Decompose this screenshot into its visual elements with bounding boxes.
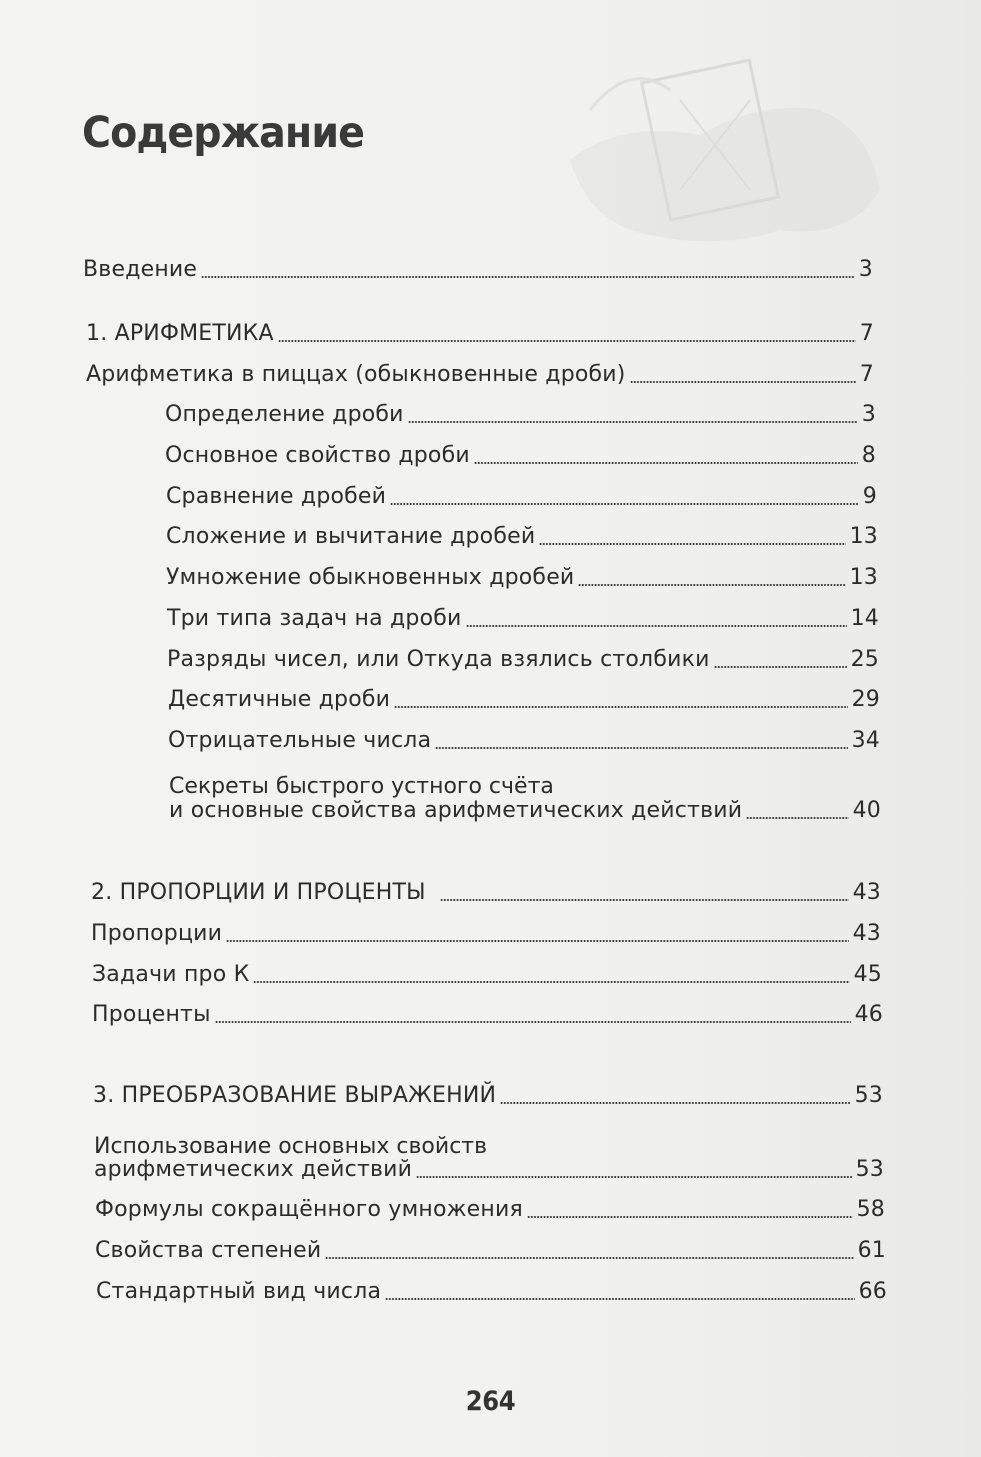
dot-leader [466,625,847,627]
toc-subentry [166,564,878,592]
toc-entry-title: Определение дроби [165,402,404,427]
dot-leader [440,899,849,901]
toc-entry-page: 66 [858,1279,887,1304]
toc-entry-title: Три типа задач на дроби [167,606,462,631]
dot-leader [714,666,847,668]
toc-entry-page: 58 [856,1197,885,1222]
toc-entry-title: арифметических действий [94,1157,413,1182]
dot-leader [390,503,859,505]
dot-leader [201,276,855,278]
dot-leader [253,981,849,983]
toc-entry-title: Формулы сокращённого умножения [95,1197,523,1222]
toc-entry-title: Основное свойство дроби [165,443,470,468]
toc-entry-page: 43 [852,921,881,946]
toc-entry [95,1237,886,1265]
toc-entry-title: Умножение обыкновенных дробей [166,565,575,590]
toc-entry-line1: Использование основных свойств [94,1134,488,1159]
toc-entry-title: Арифметика в пиццах (обыкновенные дроби) [86,362,626,387]
toc-entry-title: 3. ПРЕОБРАЗОВАНИЕ ВЫРАЖЕНИЙ [93,1083,497,1108]
toc-subentry [168,727,880,755]
dot-leader [226,940,848,942]
toc-entry-page: 13 [849,524,878,549]
toc-entry-page: 46 [854,1002,883,1027]
page-title: Содержание [82,108,365,158]
toc-entry-page: 53 [855,1157,884,1182]
toc-entry-page: 14 [850,606,879,631]
toc-entry-page: 45 [853,962,882,987]
toc-subentry [167,646,879,674]
toc-subentry [165,401,876,429]
dot-leader [215,1021,851,1023]
toc-subentry-line1: Секреты быстрого устного счёта [169,774,554,799]
toc-entry-title: Введение [83,257,198,282]
dot-leader [500,1102,850,1104]
toc-subentry [167,605,879,633]
dot-leader [527,1216,853,1218]
toc-entry-page: 53 [854,1083,883,1108]
toc-entry [95,1196,885,1224]
toc-entry-page: 9 [862,484,877,509]
toc-entry-title: Сложение и вычитание дробей [166,524,536,549]
dot-leader [385,1298,854,1300]
dot-leader [539,543,845,545]
dot-leader [408,421,858,423]
toc-section-arithmetic [86,320,874,348]
dot-leader [416,1176,851,1178]
toc-entry-title: Десятичные дроби [168,687,391,712]
toc-entry-title: и основные свойства арифметических действий [169,798,743,823]
toc-entry [91,920,881,948]
toc-entry-intro [83,256,873,284]
toc-entry-page: 40 [852,798,881,823]
toc-entry-page: 3 [858,257,873,282]
dot-leader [474,462,858,464]
toc-entry-page: 29 [851,687,880,712]
dot-leader [746,817,848,819]
toc-entry-page: 7 [859,362,874,387]
toc-entry [92,1001,883,1029]
toc-entry-page: 3 [861,402,876,427]
page-number: 264 [465,1386,516,1417]
toc-subentry [168,686,880,714]
dot-leader [630,381,856,383]
toc-entry-page: 61 [857,1238,886,1263]
toc-entry [86,361,874,389]
toc-entry-title: Пропорции [91,921,223,946]
dot-leader [578,584,845,586]
dot-leader [325,1257,853,1259]
toc-entry [92,961,882,989]
toc-entry-title: Стандартный вид числа [96,1279,382,1304]
dot-leader [435,747,847,749]
toc-entry-title: 2. ПРОПОРЦИИ И ПРОЦЕНТЫ [91,880,426,905]
toc-entry-title: Сравнение дробей [166,484,387,509]
toc-entry-page: 25 [850,647,879,672]
toc-subentry [165,442,876,470]
toc-entry-title: Отрицательные числа [168,728,432,753]
toc-entry-page: 34 [851,728,880,753]
toc-entry [94,1156,884,1184]
toc-subentry [166,523,878,551]
toc-entry-page: 13 [849,565,878,590]
toc-entry-page: 43 [852,880,881,905]
toc-entry-page: 7 [859,321,874,346]
toc-entry-title: Свойства степеней [95,1238,322,1263]
toc-section-proportions [91,879,881,907]
toc-entry [96,1278,887,1306]
toc-entry-page: 8 [861,443,876,468]
toc-section-expressions [93,1082,883,1110]
dot-leader [394,706,847,708]
toc-subentry [166,483,877,511]
dot-leader [278,340,856,342]
toc-subentry [169,797,881,825]
toc-entry-title: Задачи про К [92,962,250,987]
toc-entry-title: 1. АРИФМЕТИКА [86,321,274,346]
toc-entry-title: Проценты [92,1002,211,1027]
toc-entry-title: Разряды чисел, или Откуда взялись столбики [167,647,710,672]
